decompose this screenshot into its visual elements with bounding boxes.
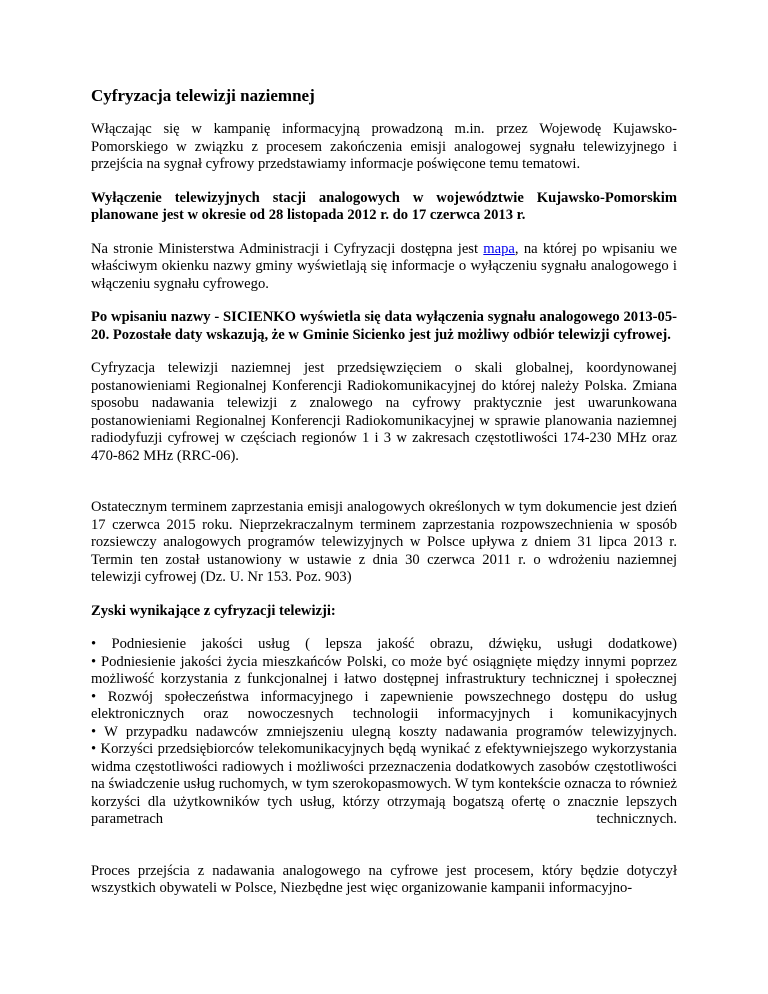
- list-item: • Rozwój społeczeństwa informacyjnego i zapewnienie powszechnego dostępu do usług elektronicznych oraz nowoczesnych technologii informacyjnych i komunikacyjnych: [91, 688, 677, 722]
- closing-paragraph: Proces przejścia z nadawania analogowego na cyfrowe jest procesem, który będzie dotyczył wszystkich obywateli w Polsce, Niezbędne jest więc organizowanie kampanii informacyjno-: [91, 862, 677, 896]
- map-link[interactable]: mapa: [483, 240, 515, 257]
- spacer: [91, 845, 677, 863]
- sicienko-paragraph: Po wpisaniu nazwy - SICIENKO wyświetla się data wyłączenia sygnału analogowego 2013-05-20. Pozostałe daty wskazują, że w Gminie Sicienko jest już możliwy odbiór telewizji cyfrowej.: [91, 309, 677, 343]
- global-project-paragraph: Cyfryzacja telewizji naziemnej jest przedsięwzięciem o skali globalnej, koordynowanej postanowieniami Regionalnej Konferencji Radiokomunikacyjnej do której należy Polska. Zmiana sposobu nadawania telewizji z znalowego na cyfrowy praktycznie jest uwarunkowana postanowieniami Regionalnej Konferencji Radiokomunikacyjnej w sprawie planowania naziemnej radiodyfuzji cyfrowej w częściach regionów 1 i 3 w zakresach częstotliwości 174-230 MHz oraz 470-862 MHz (RRC-06).: [91, 360, 677, 464]
- document-page: [91, 86, 677, 914]
- list-item: • Podniesienie jakości życia mieszkańców Polski, co może być osiągnięte między innymi poprzez możliwość korzystania z funkcjonalnej i łatwo dostępnej infrastruktury technicznej i społecznej: [91, 653, 677, 687]
- benefits-heading: Zyski wynikające z cyfryzacji telewizji:: [91, 602, 336, 619]
- page-title: Cyfryzacja telewizji naziemnej: [91, 86, 315, 105]
- intro-paragraph: Włączając się w kampanię informacyjną prowadzoną m.in. przez Wojewodę Kujawsko-Pomorskiego w związku z procesem zakończenia emisji analogowej sygnału telewizyjnego i przejścia na sygnał cyfrowy przedstawiamy informacje poświęcone temu tematowi.: [91, 121, 677, 172]
- map-info-paragraph: [91, 241, 677, 294]
- shutdown-dates-paragraph: Wyłączenie telewizyjnych stacji analogowych w województwie Kujawsko-Pomorskim planowane jest w okresie od 28 listopada 2012 r. do 17 czerwca 2013 r.: [91, 189, 677, 223]
- map-info-text-after: , na której po wpisaniu we właściwym okienku nazwy gminy wyświetlają się informacje o wyłączeniu sygnału analogowego i włączeniu sygnału cyfrowego.: [91, 240, 678, 292]
- list-item: • Korzyści przedsiębiorców telekomunikacyjnych będą wynikać z efektywniejszego wykorzystania widma częstotliwości radiowych i możliwości przeznaczenia dodatkowych zasobów częstotliwości na świadczenie usług ruchomych, w tym szerokopasmowych. W tym kontekście oznacza to również korzyści dla użytkowników tych usług, którzy otrzymają bogatszą ofertę o znacznie lepszych parametrach technicznych.: [91, 741, 677, 827]
- spacer: [91, 481, 677, 499]
- list-item: • Podniesienie jakości usług ( lepsza jakość obrazu, dźwięku, usługi dodatkowe): [91, 636, 677, 652]
- deadline-paragraph: Ostatecznym terminem zaprzestania emisji analogowych określonych w tym dokumencie jest dzień 17 czerwca 2015 roku. Nieprzekraczalnym terminem zaprzestania rozpowszechnienia w sposób rozsiewczy analogowych programów telewizyjnych w Polsce upływa z dniem 31 lipca 2013 r. Termin ten został ustanowiony w ustawie z dnia 30 czerwca 2011 r. o wdrożeniu naziemnej telewizji cyfrowej (Dz. U. Nr 153. Poz. 903): [91, 499, 677, 585]
- list-item: • W przypadku nadawców zmniejszeniu ulegną koszty nadawania programów telewizyjnych.: [91, 723, 677, 740]
- benefits-list: [91, 636, 677, 829]
- map-info-text-before: Na stronie Ministerstwa Administracji i Cyfryzacji dostępna jest: [91, 240, 484, 257]
